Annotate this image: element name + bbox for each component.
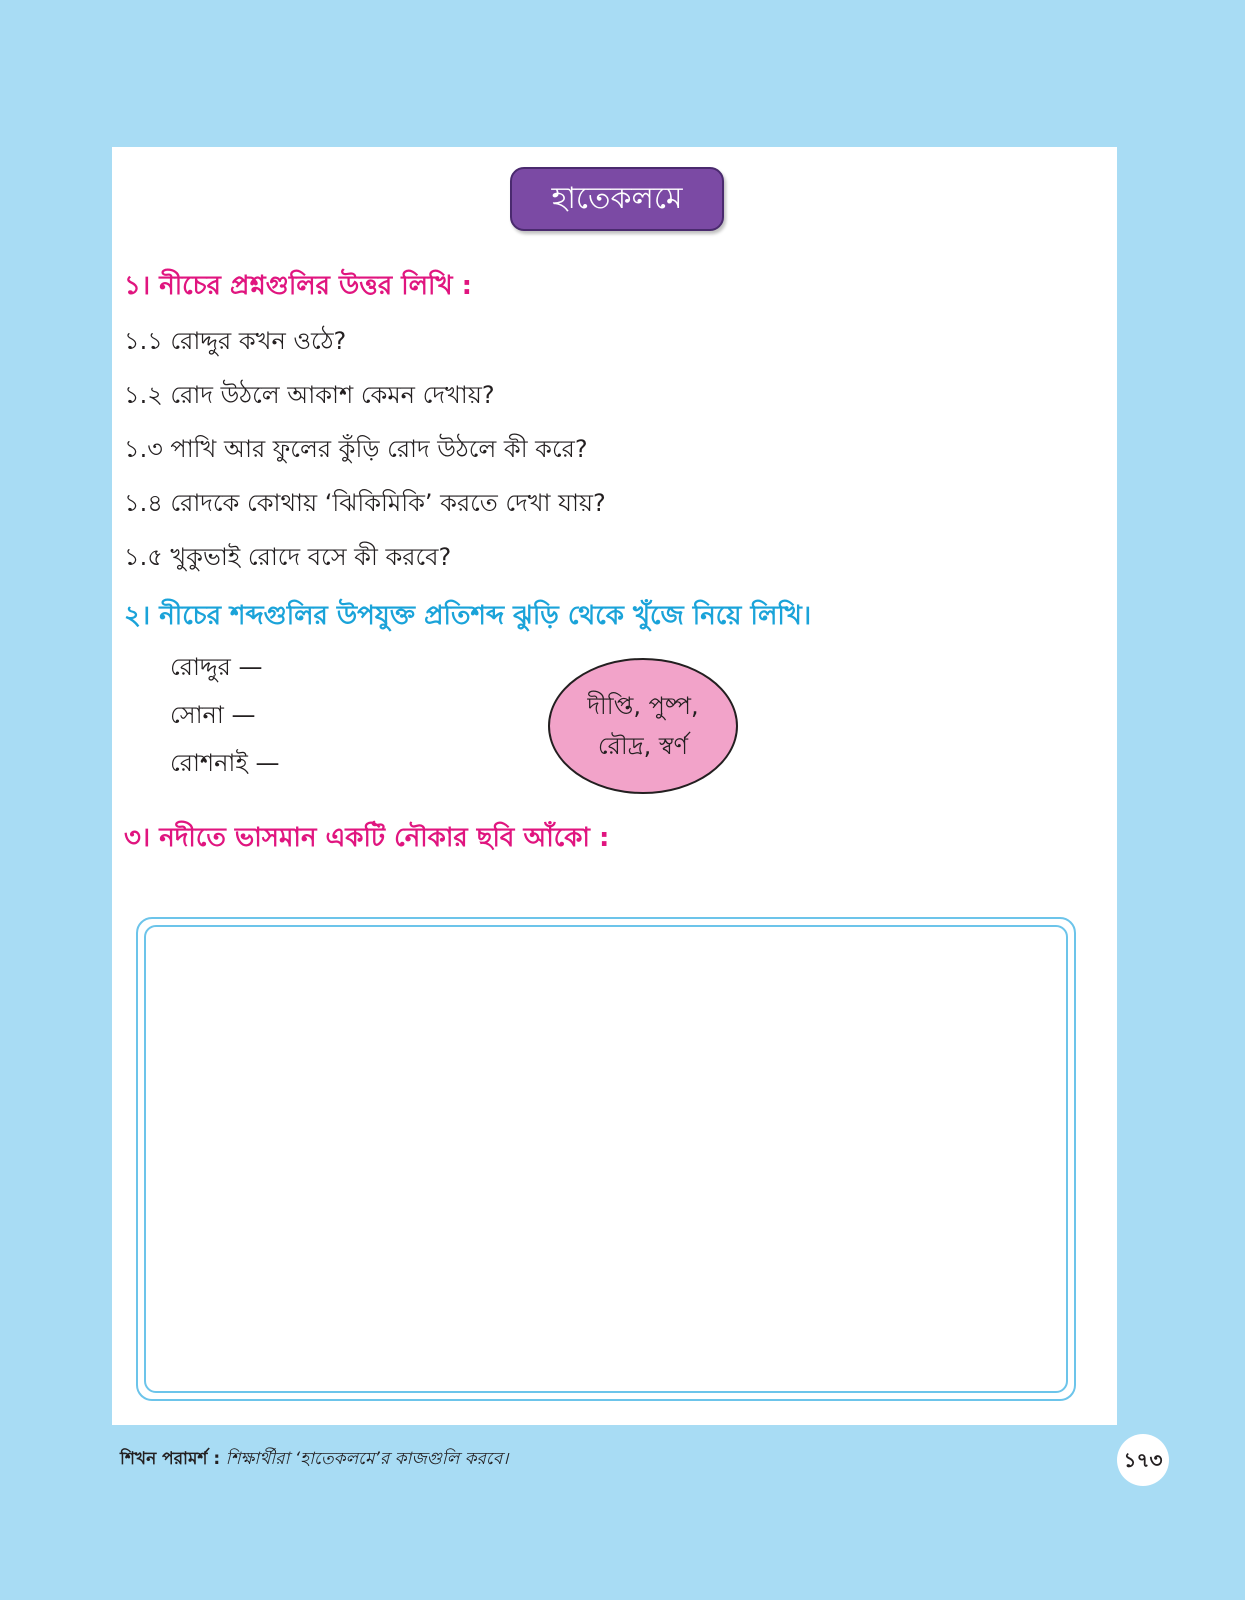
word-item: সোনা — bbox=[170, 701, 256, 729]
page-number: ১৭৩ bbox=[1117, 1434, 1169, 1486]
learning-tip-label: শিখন পরামর্শ : bbox=[120, 1449, 221, 1469]
bubble-line: দীপ্তি, পুষ্প, bbox=[587, 692, 699, 720]
bubble-line: রৌদ্র, স্বর্ণ bbox=[597, 732, 689, 760]
question-2-heading: ২। নীচের শব্দগুলির উপযুক্ত প্রতিশব্দ ঝুড়ি থেকে খুঁজে নিয়ে লিখি। bbox=[124, 601, 812, 631]
question-1-heading: ১। নীচের প্রশ্নগুলির উত্তর লিখি : bbox=[124, 271, 472, 301]
word-item: রোদ্দুর — bbox=[170, 653, 263, 681]
question-1-2: ১.২ রোদ উঠলে আকাশ কেমন দেখায়? bbox=[124, 381, 495, 409]
learning-tip bbox=[120, 1446, 508, 1474]
question-1-3: ১.৩ পাখি আর ফুলের কুঁড়ি রোদ উঠলে কী করে? bbox=[124, 435, 588, 463]
question-3-heading: ৩। নদীতে ভাসমান একটি নৌকার ছবি আঁকো : bbox=[124, 823, 610, 853]
question-1-5: ১.৫ খুকুভাই রোদে বসে কী করবে? bbox=[124, 543, 452, 571]
drawing-area-inner-border bbox=[144, 925, 1068, 1393]
section-title-badge: হাতেকলমে bbox=[510, 167, 724, 231]
question-1-1: ১.১ রোদ্দুর কখন ওঠে? bbox=[124, 327, 347, 355]
learning-tip-text: শিক্ষার্থীরা ‘হাতেকলমে’র কাজগুলি করবে। bbox=[225, 1449, 509, 1469]
drawing-area bbox=[136, 917, 1076, 1401]
worksheet-page bbox=[112, 147, 1117, 1425]
question-1-4: ১.৪ রোদকে কোথায় ‘ঝিকিমিকি’ করতে দেখা যায়? bbox=[124, 489, 606, 517]
word-item: রোশনাই — bbox=[170, 749, 280, 777]
synonym-basket-bubble bbox=[548, 658, 738, 794]
